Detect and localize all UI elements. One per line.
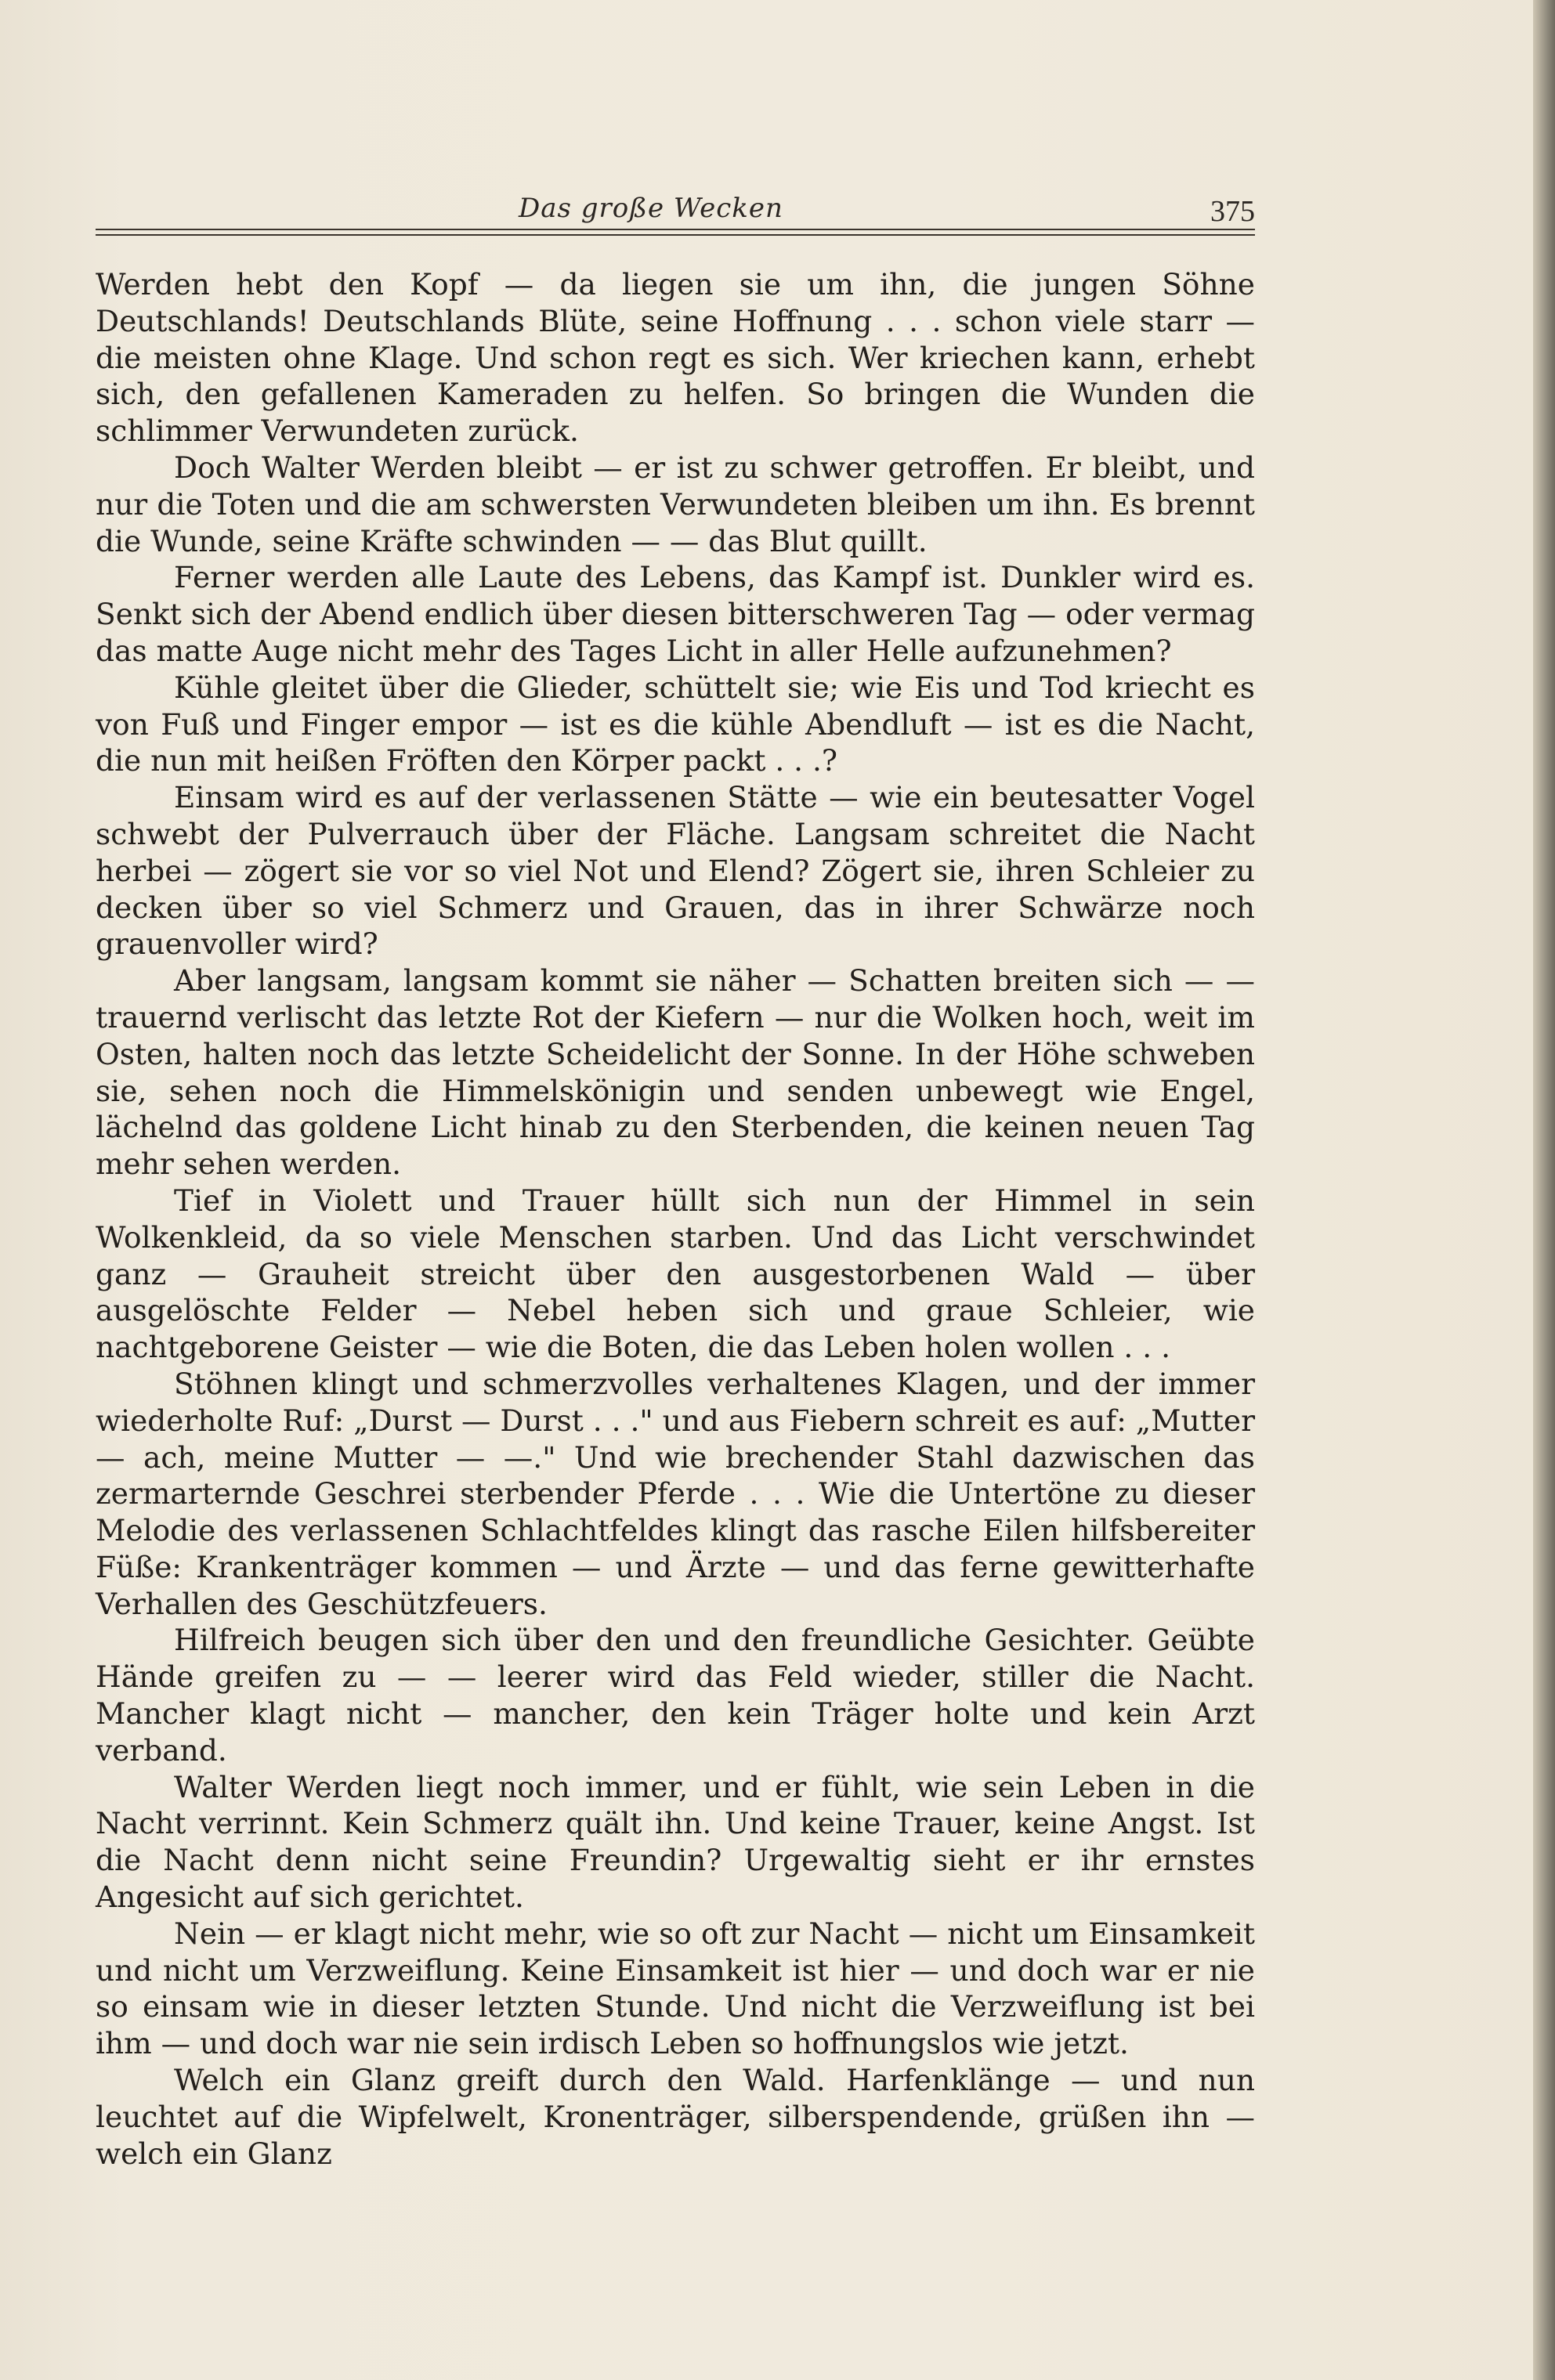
page-edge-shadow bbox=[1533, 0, 1555, 2380]
running-title: Das große Wecken bbox=[519, 193, 783, 224]
paragraph: Kühle gleitet über die Glieder, schüttelt sie; wie Eis und Tod kriecht es von Fuß und Finger empor — ist es die kühle Abendluft — ist es die Nacht, die nun mit heißen Fröften den Körper packt . . .? bbox=[96, 670, 1255, 778]
page-header bbox=[96, 193, 1255, 240]
page-number: 375 bbox=[1210, 195, 1255, 228]
paragraph: Stöhnen klingt und schmerzvolles verhaltenes Klagen, und der immer wiederholte Ruf: „Durst — Durst . . ." und aus Fiebern schreit es auf: „Mutter — ach, meine Mutter — —." Und wie brechender Stahl dazwischen das zermarternde Geschrei sterbender Pferde . . . Wie die Untertöne zu dieser Melodie des verlassenen Schlachtfeldes klingt das rasche Eilen hilfsbereiter Füße: Krankenträger kommen — und Ärzte — und das ferne gewitterhafte Verhallen des Geschützfeuers. bbox=[96, 1366, 1255, 1621]
paragraph: Welch ein Glanz greift durch den Wald. Harfenklänge — und nun leuchtet auf die Wipfelwelt, Kronenträger, silberspendende, grüßen ihn — welch ein Glanz bbox=[96, 2063, 1255, 2171]
paragraph: Einsam wird es auf der verlassenen Stätte — wie ein beutesatter Vogel schwebt der Pulverrauch über der Fläche. Langsam schreitet die Nacht herbei — zögert sie vor so viel Not und Elend? Zögert sie, ihren Schleier zu decken über so viel Schmerz und Grauen, das in ihrer Schwärze noch grauenvoller wird? bbox=[96, 780, 1255, 962]
header-rule-top bbox=[96, 229, 1255, 230]
paragraph: Aber langsam, langsam kommt sie näher — Schatten breiten sich — — trauernd verlischt das letzte Rot der Kiefern — nur die Wolken hoch, weit im Osten, halten noch das letzte Scheidelicht der Sonne. In der Höhe schweben sie, sehen noch die Himmelskönigin und senden unbewegt wie Engel, lächelnd das goldene Licht hinab zu den Sterbenden, die keinen neuen Tag mehr sehen werden. bbox=[96, 963, 1255, 1182]
paragraph: Doch Walter Werden bleibt — er ist zu schwer getroffen. Er bleibt, und nur die Toten und die am schwersten Verwundeten bleiben um ihn. Es brennt die Wunde, seine Kräfte schwinden — — das Blut quillt. bbox=[96, 450, 1255, 558]
paragraph: Walter Werden liegt noch immer, und er fühlt, wie sein Leben in die Nacht verrinnt. Kein Schmerz quält ihn. Und keine Trauer, keine Angst. Ist die Nacht denn nicht seine Freundin? Urgewaltig sieht er ihr ernstes Angesicht auf sich gerichtet. bbox=[96, 1769, 1255, 1915]
body-text bbox=[96, 266, 1255, 2172]
paragraph: Werden hebt den Kopf — da liegen sie um ihn, die jungen Söhne Deutschlands! Deutschlands Blüte, seine Hoffnung . . . schon viele starr — die meisten ohne Klage. Und schon regt es sich. Wer kriechen kann, erhebt sich, den gefallenen Kameraden zu helfen. So bringen die Wunden die schlimmer Verwundeten zurück. bbox=[96, 267, 1255, 449]
paragraph: Hilfreich beugen sich über den und den freundliche Gesichter. Geübte Hände greifen zu — — leerer wird das Feld wieder, stiller die Nacht. Mancher klagt nicht — mancher, den kein Träger holte und kein Arzt verband. bbox=[96, 1623, 1255, 1768]
paragraph: Ferner werden alle Laute des Lebens, das Kampf ist. Dunkler wird es. Senkt sich der Abend endlich über diesen bitterschweren Tag — oder vermag das matte Auge nicht mehr des Tages Licht in aller Helle aufzunehmen? bbox=[96, 560, 1255, 668]
paragraph: Nein — er klagt nicht mehr, wie so oft zur Nacht — nicht um Einsamkeit und nicht um Verzweiflung. Keine Einsamkeit ist hier — und doch war er nie so einsam wie in dieser letzten Stunde. Und nicht die Verzweiflung ist bei ihm — und doch war nie sein irdisch Leben so hoffnungslos wie jetzt. bbox=[96, 1916, 1255, 2061]
paragraph: Tief in Violett und Trauer hüllt sich nun der Himmel in sein Wolkenkleid, da so viele Menschen starben. Und das Licht verschwindet ganz — Grauheit streicht über den ausgestorbenen Wald — über ausgelöschte Felder — Nebel heben sich und graue Schleier, wie nachtgeborene Geister — wie die Boten, die das Leben holen wollen . . . bbox=[96, 1183, 1255, 1365]
header-rule-bottom bbox=[96, 234, 1255, 236]
